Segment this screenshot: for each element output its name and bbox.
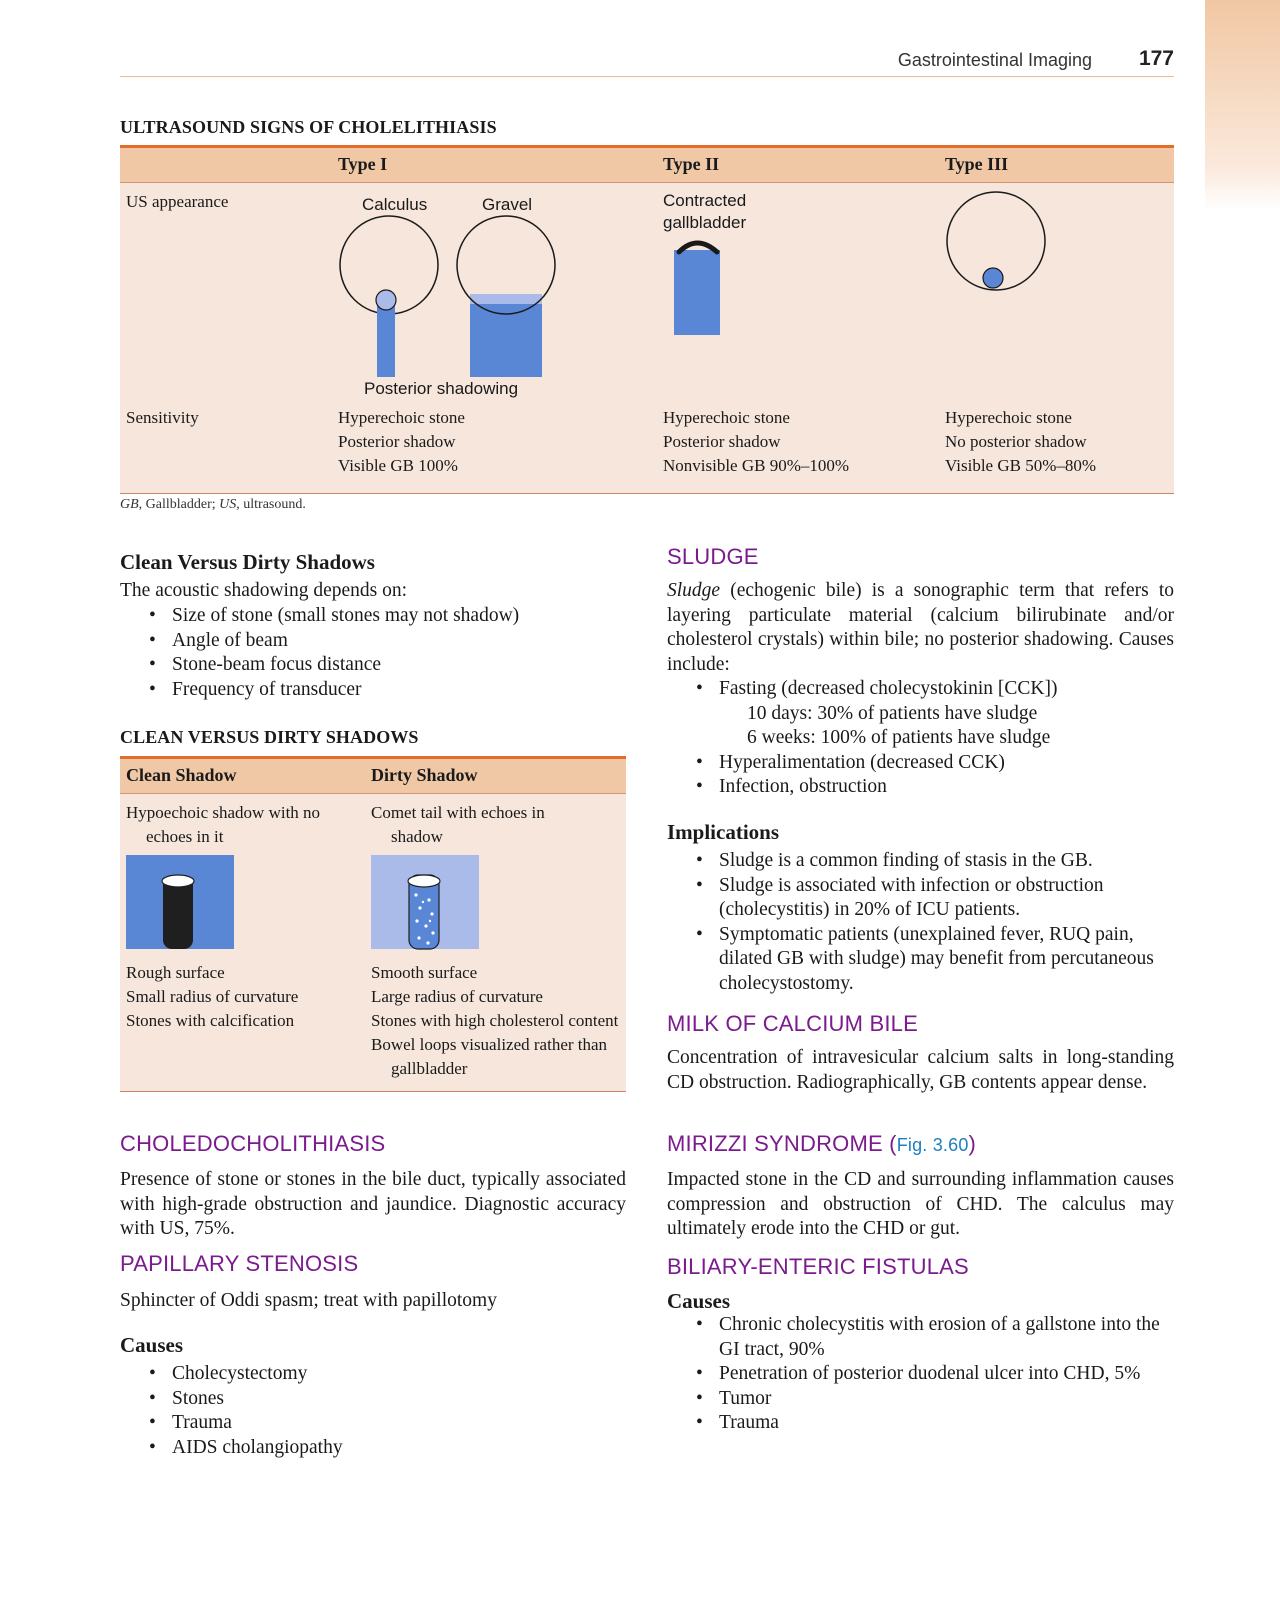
choledocholithiasis-text: Presence of stone or stones in the bile duct, typically associated with high-grade obstruction and jaundice. Diagnostic accuracy with US, 75%. <box>120 1169 626 1239</box>
gravel-layer <box>470 294 542 304</box>
list-item: • Angle of beam <box>120 629 640 654</box>
list-item: • Trauma <box>667 1411 1174 1436</box>
papillary-heading: PAPILLARY STENOSIS <box>120 1251 359 1276</box>
sludge-term: Sludge <box>667 580 721 601</box>
mirizzi-heading-close: ) <box>968 1131 977 1156</box>
sensitivity-type-3 <box>945 406 1096 478</box>
clean-description-line: Hypoechoic shadow with no <box>126 803 321 822</box>
sensitivity-type-3-line: Hyperechoic stone <box>945 408 1072 427</box>
mirizzi-figure-link[interactable]: Fig. 3.60 <box>896 1135 969 1155</box>
implications-list <box>667 849 1174 996</box>
fistulas-heading: BILIARY-ENTERIC FISTULAS <box>667 1254 969 1279</box>
list-item: • Fasting (decreased cholecystokinin [CCK]) <box>667 677 1174 702</box>
sludge-definition: (echogenic bile) is a sonographic term that refers to layering particulate material (calcium bilirubinate and/or cholesterol crystals) within bile; no posterior shadowing. Causes include: <box>667 580 1174 675</box>
fistulas-causes-heading: Causes <box>667 1289 731 1313</box>
page-number: 177 <box>1138 47 1174 70</box>
col-type-1: Type I <box>338 154 388 174</box>
sensitivity-type-3-line: No posterior shadow <box>945 432 1087 451</box>
list-item: • Stone-beam focus distance <box>120 653 640 678</box>
clean-shadow-cap <box>162 875 194 887</box>
col-dirty-shadow: Dirty Shadow <box>371 765 478 785</box>
list-item: • Cholecystectomy <box>120 1362 626 1387</box>
sensitivity-type-2-line: Posterior shadow <box>663 432 781 451</box>
sludge-text <box>667 579 1174 677</box>
sensitivity-type-2-line: Nonvisible GB 90%–100% <box>663 456 850 475</box>
clean-item: Small radius of curvature <box>126 987 299 1006</box>
milk-of-calcium-heading: MILK OF CALCIUM BILE <box>667 1011 918 1036</box>
sensitivity-type-1-line: Hyperechoic stone <box>338 408 465 427</box>
sensitivity-type-1-line: Visible GB 100% <box>338 456 458 475</box>
mirizzi-text: Impacted stone in the CD and surrounding inflammation causes compression and obstruction of CHD. The calculus may ultimately erode into the CHD or gut. <box>667 1169 1174 1239</box>
papillary-causes-list <box>120 1362 626 1460</box>
table2 <box>120 756 626 1092</box>
page-corner-tab <box>1205 0 1280 210</box>
implications-heading: Implications <box>667 820 780 844</box>
sensitivity-type-2-line: Hyperechoic stone <box>663 408 790 427</box>
clean-items <box>126 961 298 1033</box>
abbr-gb-def: , Gallbladder; <box>138 497 220 512</box>
abbr-us-def: , ultrasound. <box>236 497 306 512</box>
list-item: • Sludge is associated with infection or obstruction (cholecystitis) in 20% of ICU patients. <box>667 874 1174 923</box>
row-label-sensitivity: Sensitivity <box>126 408 199 427</box>
list-item: • Hyperalimentation (decreased CCK) <box>667 751 1174 776</box>
contracted-label-2: gallbladder <box>663 213 747 232</box>
table1-title: ULTRASOUND SIGNS OF CHOLELITHIASIS <box>120 117 497 137</box>
list-item: • Infection, obstruction <box>667 775 1174 800</box>
list-item: • AIDS cholangiopathy <box>120 1436 626 1461</box>
choledocholithiasis-heading: CHOLEDOCHOLITHIASIS <box>120 1131 386 1156</box>
papillary-text: Sphincter of Oddi spasm; treat with papillotomy <box>120 1290 497 1311</box>
list-subitem: 10 days: 30% of patients have sludge <box>747 702 1038 724</box>
sensitivity-type-1 <box>338 406 465 478</box>
row-label-us-appearance: US appearance <box>126 192 229 211</box>
dirty-shadow-cap <box>408 875 440 887</box>
list-item: • Penetration of posterior duodenal ulcer into CHD, 5% <box>667 1362 1174 1387</box>
clean-dirty-heading: Clean Versus Dirty Shadows <box>120 550 375 574</box>
list-item: • Sludge is a common finding of stasis in the GB. <box>667 849 1174 874</box>
list-subitem: 6 weeks: 100% of patients have sludge <box>747 727 1051 748</box>
type3-stone <box>983 268 1003 288</box>
posterior-shadowing-label: Posterior shadowing <box>364 379 519 398</box>
table1-footnote <box>120 497 306 513</box>
contracted-label-1: Contracted <box>663 191 747 210</box>
fistulas-causes-list <box>667 1313 1174 1436</box>
abbr-gb: GB <box>120 497 139 512</box>
calculus-label: Calculus <box>362 195 428 214</box>
dirty-item: Stones with high cholesterol content <box>371 1011 619 1030</box>
col-type-2: Type II <box>663 154 720 174</box>
list-item: • Symptomatic patients (unexplained fever, RUQ pain, dilated GB with sludge) may benefit from percutaneous cholecystostomy. <box>667 923 1174 997</box>
sensitivity-type-2 <box>663 406 849 478</box>
col-clean-shadow: Clean Shadow <box>126 765 237 785</box>
dirty-description-line: shadow <box>391 827 443 846</box>
clean-dirty-list <box>120 604 640 702</box>
dirty-item: gallbladder <box>391 1059 468 1078</box>
dirty-item: Large radius of curvature <box>371 987 543 1006</box>
dirty-item: Bowel loops visualized rather than <box>371 1035 608 1054</box>
calculus-stone <box>376 290 396 310</box>
list-item: • Size of stone (small stones may not shadow) <box>120 604 640 629</box>
table2-title: CLEAN VERSUS DIRTY SHADOWS <box>120 727 419 747</box>
sensitivity-type-1-line: Posterior shadow <box>338 432 456 451</box>
list-item: • Frequency of transducer <box>120 678 640 703</box>
clean-description-line: echoes in it <box>146 827 224 846</box>
list-item: • Tumor <box>667 1387 1174 1412</box>
abbr-us: US <box>219 497 237 512</box>
posterior-shadow-calculus <box>377 300 395 377</box>
sludge-causes-list <box>667 677 1174 800</box>
posterior-shadow-contracted <box>674 250 720 335</box>
list-item: • Chronic cholecystitis with erosion of a gallstone into the GI tract, 90% <box>667 1313 1174 1362</box>
sludge-heading: SLUDGE <box>667 544 759 569</box>
clean-dirty-intro: The acoustic shadowing depends on: <box>120 580 408 601</box>
mirizzi-heading-text: MIRIZZI SYNDROME ( <box>667 1131 897 1156</box>
list-item: • Stones <box>120 1387 626 1412</box>
list-item: • Trauma <box>120 1411 626 1436</box>
gravel-label: Gravel <box>482 195 533 214</box>
sensitivity-type-3-line: Visible GB 50%–80% <box>945 456 1097 475</box>
papillary-causes-heading: Causes <box>120 1333 184 1357</box>
running-head <box>120 44 1174 77</box>
table1 <box>120 145 1174 494</box>
clean-item: Rough surface <box>126 963 225 982</box>
dirty-item: Smooth surface <box>371 963 478 982</box>
mirizzi-heading <box>667 1131 976 1157</box>
clean-item: Stones with calcification <box>126 1011 295 1030</box>
dirty-items <box>371 961 618 1081</box>
dirty-description-line: Comet tail with echoes in <box>371 803 545 822</box>
col-type-3: Type III <box>945 154 1009 174</box>
running-head-title: Gastrointestinal Imaging <box>897 50 1092 70</box>
milk-of-calcium-text: Concentration of intravesicular calcium salts in long-standing CD obstruction. Radiographically, GB contents appear dense. <box>667 1047 1174 1093</box>
